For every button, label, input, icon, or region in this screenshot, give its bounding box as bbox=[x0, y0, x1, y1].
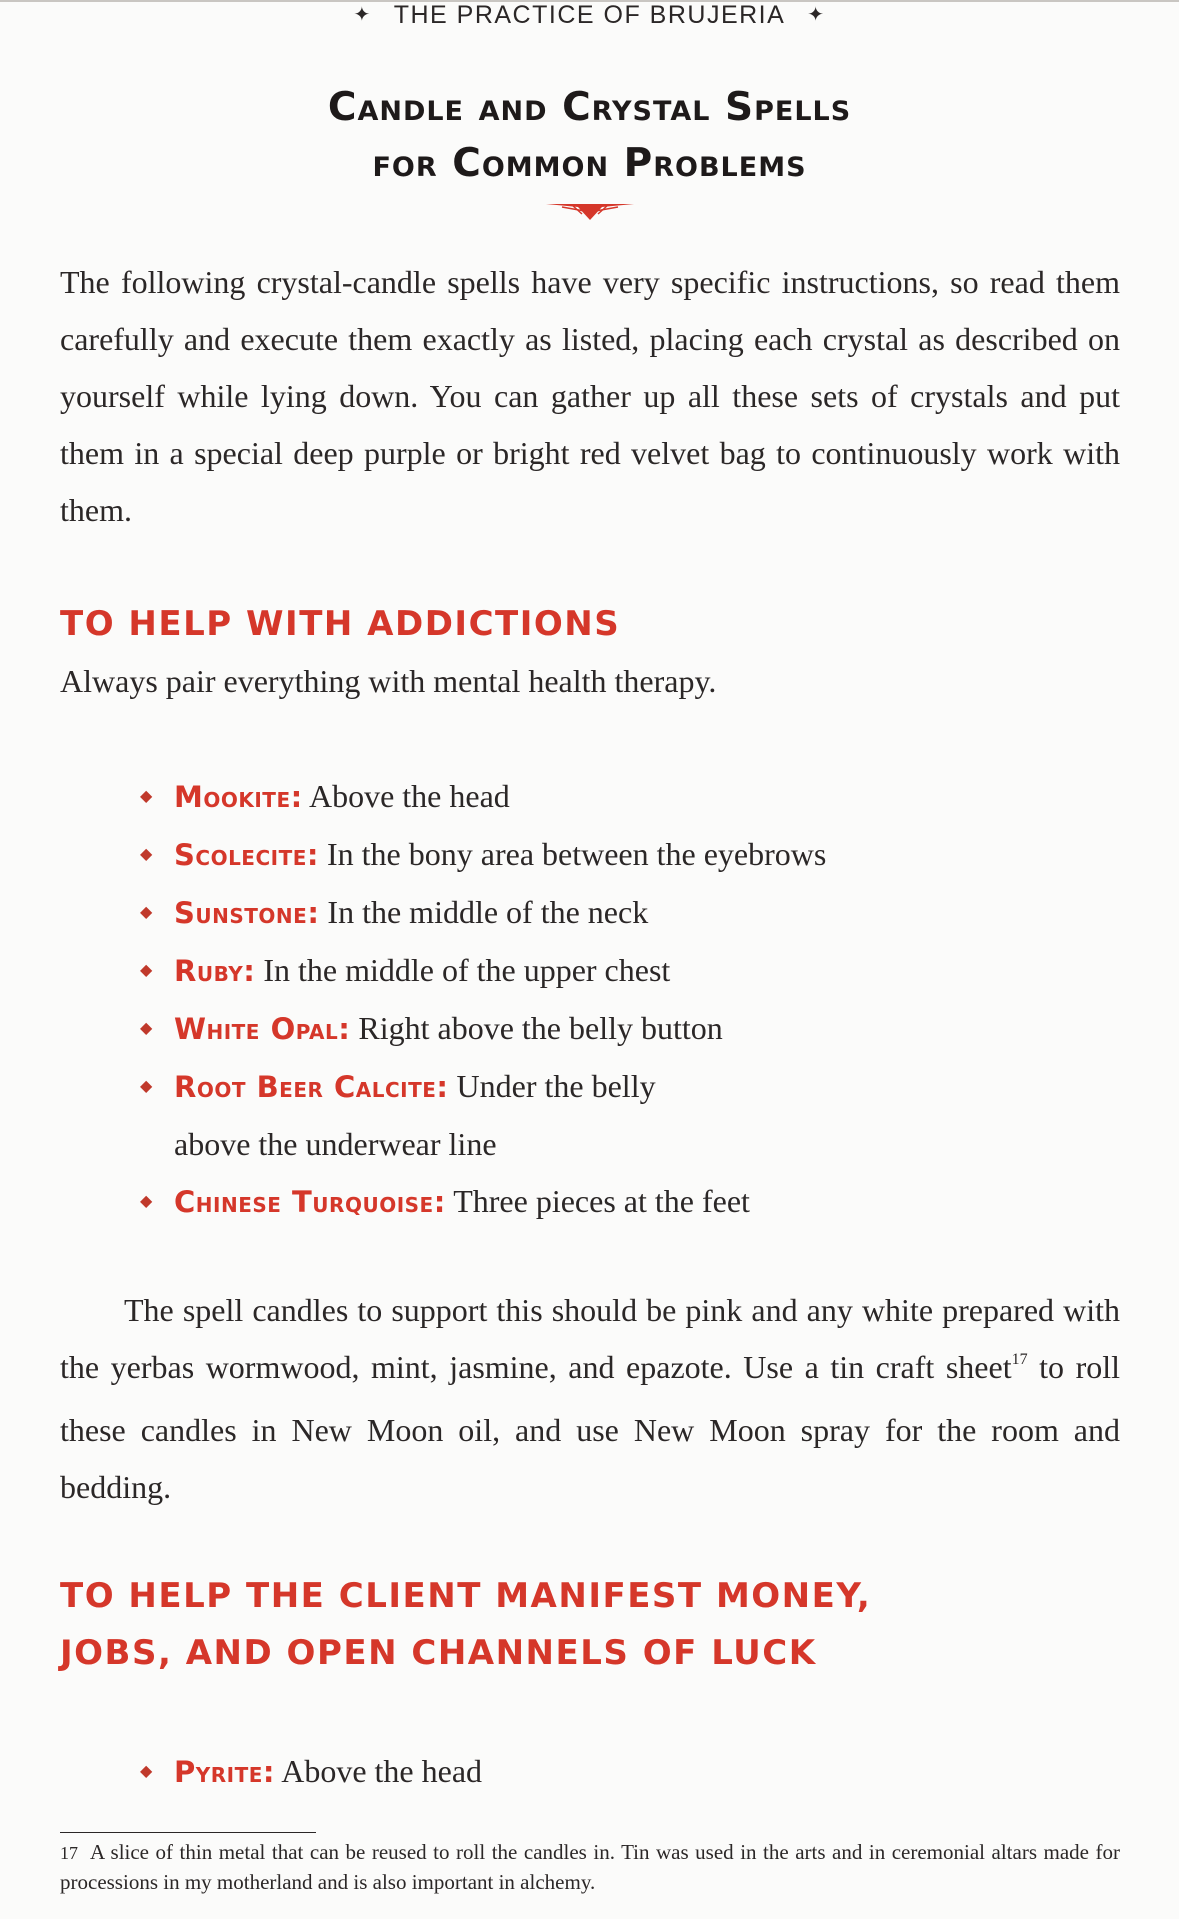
list-item bbox=[140, 1058, 734, 1173]
running-head-text: THE PRACTICE OF BRUJERIA bbox=[393, 1, 786, 29]
crystal-placement: In the bony area between the eyebrows bbox=[327, 836, 827, 872]
crystal-placement: Under the belly above the underwear line bbox=[174, 1068, 656, 1162]
list-item bbox=[140, 1173, 1040, 1231]
diamond-bullet-icon: ◆ bbox=[140, 1763, 153, 1780]
crystal-name: Scolecite: bbox=[174, 838, 319, 872]
candles-text-start: The spell candles to support this should be pink and any white prepared with the yerbas wormwood, mint, jasmine, and epazote. Use a tin craft sheet bbox=[60, 1292, 1120, 1385]
footnote-text: A slice of thin metal that can be reused to roll the candles in. Tin was used in the arts and in ceremonial altars made for processions in my motherland and is also important in alchemy. bbox=[60, 1840, 1120, 1894]
footnote-reference: 17 bbox=[1011, 1351, 1028, 1368]
crystal-list-money bbox=[140, 1743, 1040, 1801]
footnote-number: 17 bbox=[60, 1843, 78, 1863]
crystal-name: Pyrite: bbox=[174, 1755, 275, 1789]
footnote-divider bbox=[60, 1832, 316, 1833]
diamond-bullet-icon: ◆ bbox=[140, 846, 153, 863]
crystal-placement: Three pieces at the feet bbox=[453, 1183, 750, 1219]
candles-text-end: to roll these candles in New Moon oil, and use New Moon spray for the room and bedding. bbox=[60, 1349, 1121, 1505]
star-ornament-icon: ✦ bbox=[353, 4, 372, 26]
chapter-title bbox=[0, 80, 1179, 192]
candles-paragraph bbox=[60, 1282, 1120, 1516]
crystal-placement: In the middle of the upper chest bbox=[263, 952, 671, 988]
diamond-bullet-icon: ◆ bbox=[140, 1078, 153, 1095]
diamond-bullet-icon: ◆ bbox=[140, 904, 153, 921]
list-item bbox=[140, 826, 1040, 884]
section-heading-addictions: TO HELP WITH ADDICTIONS bbox=[60, 604, 621, 644]
diamond-bullet-icon: ◆ bbox=[140, 788, 153, 805]
crystal-name: Sunstone: bbox=[174, 896, 320, 930]
crystal-placement: Right above the belly button bbox=[358, 1010, 723, 1046]
crystal-list-addictions bbox=[140, 768, 1040, 1231]
diamond-bullet-icon: ◆ bbox=[140, 962, 153, 979]
list-item bbox=[140, 1000, 1040, 1058]
intro-paragraph: The following crystal-candle spells have very specific instructions, so read them carefully and execute them exactly as listed, placing each crystal as described on yourself while lying down. You can gather up all these sets of crystals and put them in a special deep purple or bright red velvet bag to continuously work with them. bbox=[60, 264, 1120, 528]
list-item bbox=[140, 1743, 1040, 1801]
chapter-title-line-2: for Common Problems bbox=[372, 141, 807, 186]
star-ornament-icon: ✦ bbox=[807, 4, 826, 26]
crystal-name: White Opal: bbox=[174, 1012, 351, 1046]
crystal-placement: Above the head bbox=[281, 1753, 483, 1789]
list-item bbox=[140, 942, 1040, 1000]
section-subtitle: Always pair everything with mental health therapy. bbox=[60, 663, 717, 699]
footnote bbox=[60, 1838, 1120, 1897]
list-item bbox=[140, 768, 1040, 826]
crystal-name: Chinese Turquoise: bbox=[174, 1185, 446, 1219]
running-head bbox=[0, 0, 1179, 32]
section-heading-money bbox=[60, 1568, 1060, 1682]
heading-line-2: JOBS, AND OPEN CHANNELS OF LUCK bbox=[60, 1633, 817, 1673]
crystal-name: Root Beer Calcite: bbox=[174, 1070, 449, 1104]
crystal-placement: In the middle of the neck bbox=[327, 894, 649, 930]
crystal-name: Mookite: bbox=[174, 780, 303, 814]
crystal-placement: Above the head bbox=[308, 778, 510, 814]
list-item bbox=[140, 884, 1040, 942]
chapter-title-line-1: Candle and Crystal Spells bbox=[327, 85, 852, 130]
diamond-bullet-icon: ◆ bbox=[140, 1193, 153, 1210]
flourish-ornament-icon bbox=[542, 198, 638, 222]
diamond-bullet-icon: ◆ bbox=[140, 1020, 153, 1037]
heading-line-1: TO HELP THE CLIENT MANIFEST MONEY, bbox=[60, 1576, 872, 1616]
crystal-name: Ruby: bbox=[174, 954, 256, 988]
